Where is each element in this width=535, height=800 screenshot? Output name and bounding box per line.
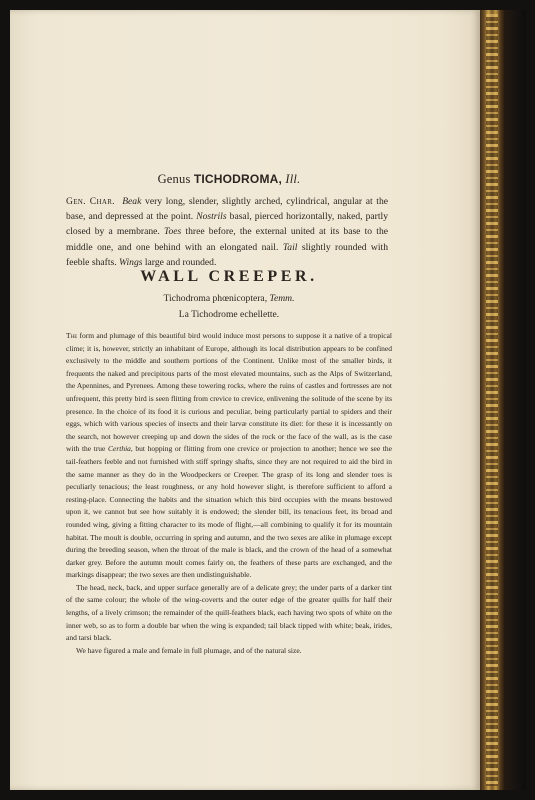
genus-heading — [66, 172, 392, 187]
french-name: La Tichodrome echellette. — [178, 309, 280, 320]
beak-description: very long, slender, slightly arched, cylindrical, angular at the base, and depressed at the point. — [66, 196, 388, 223]
generic-characters — [66, 194, 388, 270]
paragraph-habits-part2: but hopping or flitting from one crevice or projection to another; hence we see the tail-feathers feeble and not furnished with stiff springy shafts, since they are not required to aid the bird in the same manner as they do in the Woodpeckers or Creeper. The grasp of its long and slender toes is peculiarly tenacious; the least roughness, or any hold however slight, is therefore sufficient to afford a resting-place. Connecting the habits and the situation which this bird occupies with the means bestowed upon it, we cannot but see how suitably it is endowed; the slender bill, its tenacious feet, its broad and rounded wing, giving a fitting character to its mode of flight,—all combining to qualify it for its mountain habitat. The moult is double, occurring in spring and autumn, and the two sexes are alike in plumage except during the breeding season, when the throat of the male is black, and the crown of the head of a somewhat darker grey. Before the autumn moult comes fairly on, the feathers of these parts are exchanged, and the markings disappear; the two sexes are then undistinguishable. — [66, 444, 392, 580]
genus-prefix: Genus — [157, 172, 191, 186]
paragraph-plumage: The head, neck, back, and upper surface generally are of a delicate grey; the under parts of a darker tint of the same colour; the whole of the wing-coverts and the outer edge of the greater quills for half their lengths, of a lively crimson; the remainder of the quill-feathers black, each having two spots of white on the inner web, so as to form a double bar when the wing is expanded; tail black tipped with white; beak, irides, and tarsi black. — [66, 582, 392, 643]
species-title: WALL CREEPER. — [140, 268, 318, 285]
scientific-name-authority: Temm. — [269, 293, 295, 304]
certhia-term: Certhia, — [108, 444, 133, 454]
wings-term: Wings — [119, 256, 143, 268]
scientific-name — [66, 293, 392, 304]
gilded-binding-ornament — [486, 14, 498, 786]
species-description — [66, 330, 392, 657]
beak-term: Beak — [122, 196, 142, 207]
paragraph-lead-word: The — [66, 331, 78, 340]
paragraph-figure-note: We have figured a male and female in full plumage, and of the natural size. — [76, 645, 302, 655]
wings-description: large and rounded. — [142, 256, 217, 268]
paragraph-habits-part1: form and plumage of this beautiful bird would induce most persons to suppose it a native of a tropical clime; it is, however, strictly an inhabitant of Europe, although its local distribution appears to be confined exclusively to the middle and southern portions of the Continent. Unlike most of the smaller birds, it frequents the naked and precipitous parts of the most elevated mountains, such as the Alps of Switzerland, the Apennines, and Pyrenees. Among these towering rocks, where the ruins of castles and fortresses are not unfrequent, this pretty bird is seen flitting from crevice to crevice, enlivening the solitude of the scene by its presence. In the choice of its food it is curious and peculiar, being particularly partial to spiders and their eggs, which with various species of insects and their larvæ constitute its diet: for these it is incessantly on the search, not however creeping up and down the sides of the rock or the face of the wall, as is the case with the true — [66, 331, 392, 454]
nostrils-term: Nostrils — [196, 211, 227, 223]
toes-description: three before, the external united at its base to the middle one, and one behind with an elongated nail. — [66, 226, 388, 253]
genus-name: TICHODROMA, — [193, 172, 283, 186]
binding-shadow — [504, 10, 526, 790]
gen-char-label: Gen. Char. — [66, 196, 115, 207]
genus-authority: Ill. — [285, 172, 301, 186]
tail-description: slightly rounded with feeble shafts. — [66, 241, 388, 268]
toes-term: Toes — [164, 226, 182, 238]
nostrils-description: basal, pierced horizontally, naked, partly closed by a membrane. — [66, 211, 388, 238]
tail-term: Tail — [282, 241, 298, 253]
scientific-name-text: Tichodroma phœnicoptera, — [163, 293, 268, 304]
paragraph-habits — [66, 330, 392, 582]
